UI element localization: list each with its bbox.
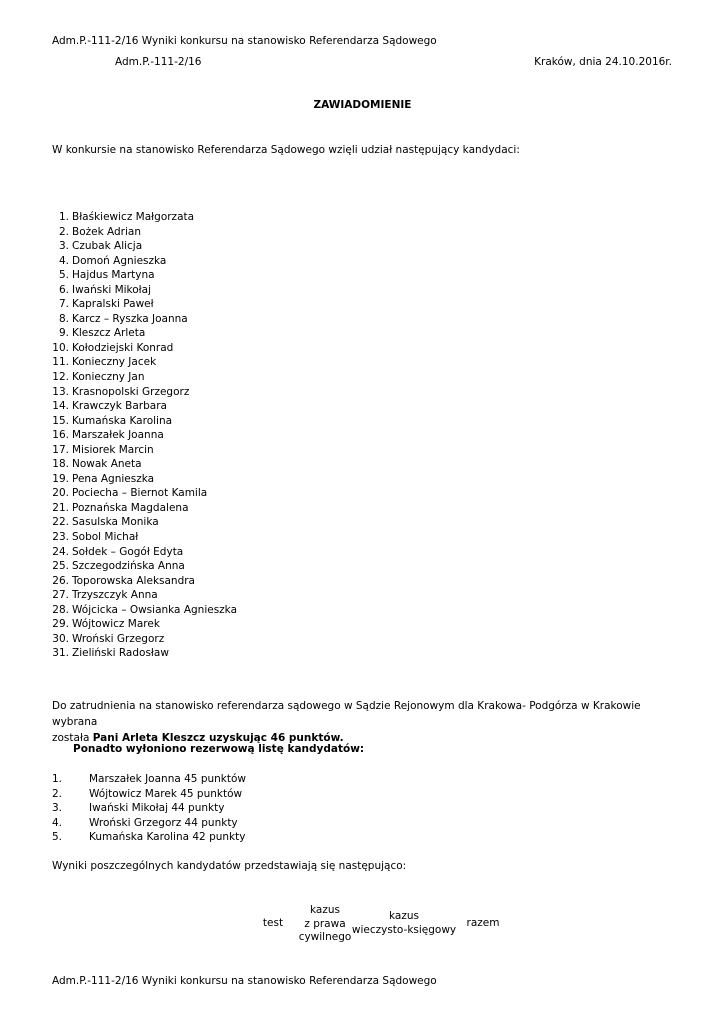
- candidate-number: 2.: [58, 225, 69, 238]
- candidate-number: 17.: [52, 443, 69, 456]
- candidate-number: 7.: [58, 298, 69, 311]
- reserve-text: Wójtowicz Marek 45 punktów: [89, 787, 243, 800]
- document-title: ZAWIADOMIENIE: [313, 99, 412, 111]
- candidate-number: 13.: [52, 385, 69, 398]
- candidate-number: 4.: [58, 254, 69, 267]
- candidate-number: 6.: [58, 283, 69, 296]
- candidate-item: [52, 283, 237, 298]
- candidate-number: 14.: [52, 400, 69, 413]
- reserve-list: [52, 772, 246, 845]
- reserve-item: [52, 772, 246, 787]
- candidate-item: [52, 588, 237, 603]
- col-header-land-register-case: [350, 910, 458, 937]
- candidate-name: Kumańska Karolina: [72, 414, 173, 427]
- reserve-item: [52, 801, 246, 816]
- reserve-text: Kumańska Karolina 42 punkty: [89, 831, 246, 844]
- candidate-number: 8.: [58, 312, 69, 325]
- candidate-name: Domoń Agnieszka: [72, 254, 167, 267]
- candidate-item: [52, 268, 237, 283]
- results-intro: Wyniki poszczególnych kandydatów przedstawiają się następująco:: [52, 860, 407, 872]
- candidate-item: [52, 472, 237, 487]
- candidate-item: [52, 355, 237, 370]
- col-header-land-register-line: wieczysto-księgowy: [351, 923, 457, 936]
- candidate-item: [52, 210, 237, 225]
- candidate-item: [52, 617, 237, 632]
- reserve-text: Wroński Grzegorz 44 punkty: [89, 816, 238, 829]
- selected-candidate: Pani Arleta Kleszcz uzyskując 46 punktów.: [92, 732, 344, 744]
- candidate-number: 22.: [52, 516, 69, 529]
- candidate-item: [52, 399, 237, 414]
- candidate-item: [52, 545, 237, 560]
- candidate-item: [52, 559, 237, 574]
- candidate-list: [52, 210, 237, 661]
- candidate-name: Misiorek Marcin: [72, 443, 154, 456]
- candidate-number: 31.: [52, 647, 69, 660]
- candidate-number: 16.: [52, 429, 69, 442]
- candidate-number: 11.: [52, 356, 69, 369]
- col-header-total: razem: [466, 917, 500, 929]
- result-line-1: Do zatrudnienia na stanowisko referendarza sądowego w Sądzie Rejonowym dla Krakowa- Podgórza w Krakowie wybrana: [52, 700, 641, 728]
- col-header-civil-case-line: z prawa: [304, 917, 346, 930]
- reserve-item: [52, 787, 246, 802]
- reserve-item: [52, 830, 246, 845]
- col-header-civil-case-line: kazus: [310, 904, 340, 916]
- candidate-item: [52, 574, 237, 589]
- reserve-text: Iwański Mikołaj 44 punkty: [89, 802, 225, 815]
- candidate-number: 3.: [58, 240, 69, 253]
- candidate-item: [52, 501, 237, 516]
- candidate-name: Iwański Mikołaj: [72, 283, 152, 296]
- candidate-name: Kapralski Paweł: [72, 298, 154, 311]
- candidate-item: [52, 312, 237, 327]
- candidate-number: 28.: [52, 603, 69, 616]
- candidate-name: Sobol Michał: [72, 531, 139, 544]
- candidate-name: Sasulska Monika: [72, 516, 159, 529]
- col-header-civil-case-line: cywilnego: [298, 931, 352, 943]
- candidate-item: [52, 370, 237, 385]
- candidate-number: 18.: [52, 458, 69, 471]
- candidate-item: [52, 457, 237, 472]
- candidate-number: 19.: [52, 472, 69, 485]
- reserve-number: 1.: [52, 773, 63, 785]
- candidate-item: [52, 225, 237, 240]
- candidate-number: 5.: [58, 269, 69, 282]
- reserve-text: Marszałek Joanna 45 punktów: [89, 773, 247, 785]
- candidate-item: [52, 515, 237, 530]
- candidate-name: Sołdek – Gogół Edyta: [72, 545, 184, 558]
- reserve-number: 4.: [52, 816, 63, 829]
- candidate-name: Szczegodzińska Anna: [72, 560, 185, 573]
- candidate-number: 12.: [52, 371, 69, 384]
- candidate-item: [52, 341, 237, 356]
- candidate-item: [52, 239, 237, 254]
- candidate-name: Marszałek Joanna: [72, 429, 164, 442]
- candidate-item: [52, 414, 237, 429]
- candidate-item: [52, 385, 237, 400]
- candidate-number: 1.: [58, 211, 69, 223]
- candidate-number: 23.: [52, 531, 69, 544]
- candidate-name: Wroński Grzegorz: [72, 632, 165, 645]
- candidate-name: Krasnopolski Grzegorz: [72, 385, 190, 398]
- candidate-name: Trzyszczyk Anna: [72, 589, 158, 602]
- candidate-item: [52, 428, 237, 443]
- candidate-name: Hajdus Martyna: [72, 269, 155, 282]
- candidate-name: Konieczny Jan: [72, 371, 145, 384]
- candidate-number: 30.: [52, 632, 69, 645]
- running-footer: Adm.P.-111-2/16 Wyniki konkursu na stanowisko Referendarza Sądowego: [52, 975, 437, 987]
- candidate-item: [52, 297, 237, 312]
- candidate-item: [52, 443, 237, 458]
- candidate-item: [52, 646, 237, 661]
- candidate-name: Pena Agnieszka: [72, 472, 155, 485]
- reserve-number: 5.: [52, 831, 63, 844]
- candidate-item: [52, 603, 237, 618]
- reserve-number: 2.: [52, 787, 63, 800]
- col-header-test: test: [262, 917, 284, 929]
- place-date: Kraków, dnia 24.10.2016r.: [534, 56, 672, 68]
- candidate-number: 26.: [52, 574, 69, 587]
- col-header-civil-case: [294, 904, 356, 945]
- candidate-name: Konieczny Jacek: [72, 356, 157, 369]
- col-header-land-register-line: kazus: [389, 910, 419, 922]
- candidate-number: 15.: [52, 414, 69, 427]
- reserve-heading: Ponadto wyłoniono rezerwową listę kandydatów:: [73, 743, 365, 755]
- candidate-number: 27.: [52, 589, 69, 602]
- candidate-name: Nowak Aneta: [72, 458, 142, 471]
- candidate-name: Wójtowicz Marek: [72, 618, 160, 631]
- candidate-name: Kołodziejski Konrad: [72, 341, 174, 354]
- candidate-item: [52, 530, 237, 545]
- candidate-name: Poznańska Magdalena: [72, 501, 189, 514]
- candidate-number: 21.: [52, 501, 69, 514]
- candidate-item: [52, 486, 237, 501]
- candidate-name: Toporowska Aleksandra: [72, 574, 195, 587]
- candidate-number: 25.: [52, 560, 69, 573]
- result-line-2-prefix: została: [52, 732, 93, 744]
- candidate-name: Bożek Adrian: [72, 225, 142, 238]
- result-paragraph: [52, 698, 672, 746]
- candidate-name: Błaśkiewicz Małgorzata: [72, 211, 195, 223]
- candidate-name: Karcz – Ryszka Joanna: [72, 312, 188, 325]
- intro-text: W konkursie na stanowisko Referendarza Sądowego wzięli udział następujący kandydaci:: [52, 144, 520, 156]
- candidate-number: 29.: [52, 618, 69, 631]
- candidate-name: Kleszcz Arleta: [72, 327, 146, 340]
- reference-number: Adm.P.-111-2/16: [115, 56, 202, 68]
- candidate-item: [52, 632, 237, 647]
- candidate-item: [52, 254, 237, 269]
- candidate-number: 24.: [52, 545, 69, 558]
- candidate-number: 10.: [52, 341, 69, 354]
- candidate-name: Pociecha – Biernot Kamila: [72, 487, 208, 500]
- candidate-name: Zieliński Radosław: [72, 647, 169, 660]
- candidate-number: 20.: [52, 487, 69, 500]
- candidate-name: Czubak Alicja: [72, 240, 143, 253]
- reserve-item: [52, 816, 246, 831]
- candidate-item: [52, 326, 237, 341]
- candidate-number: 9.: [58, 327, 69, 340]
- candidate-name: Wójcicka – Owsianka Agnieszka: [72, 603, 238, 616]
- reserve-number: 3.: [52, 802, 63, 815]
- candidate-name: Krawczyk Barbara: [72, 400, 167, 413]
- running-header: Adm.P.-111-2/16 Wyniki konkursu na stanowisko Referendarza Sądowego: [52, 35, 437, 47]
